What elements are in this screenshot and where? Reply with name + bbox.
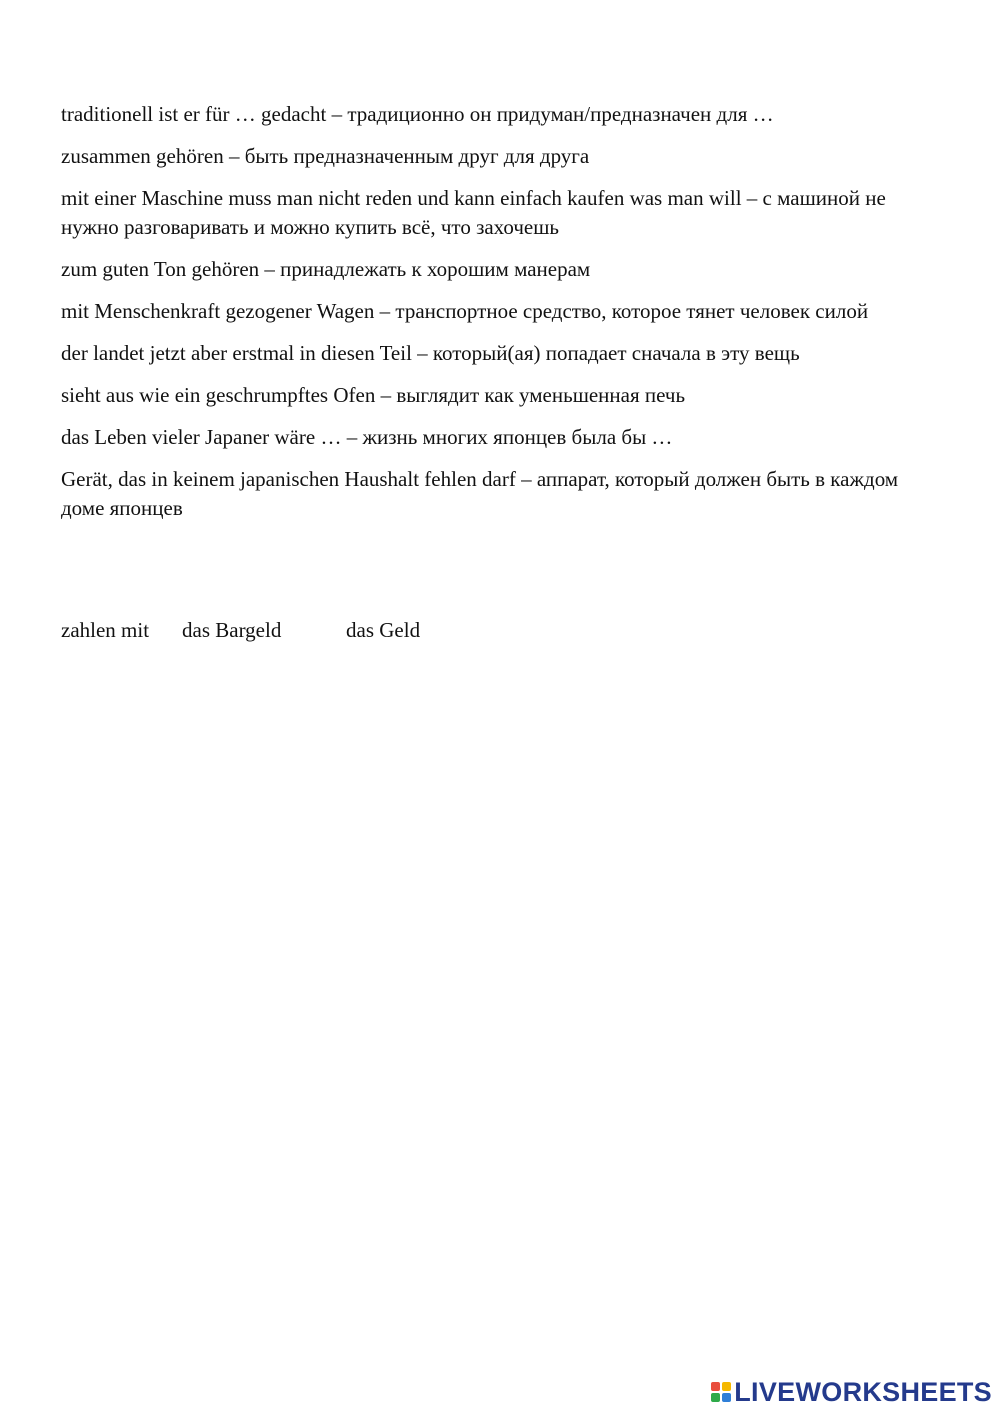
logo-squares-icon (711, 1382, 731, 1402)
worksheet-page (61, 100, 941, 536)
liveworksheets-logo (711, 1377, 992, 1407)
logo-square-green (711, 1393, 720, 1402)
vocab-line-5: mit Menschenkraft gezogener Wagen – транспортное средство, которое тянет человек силой (61, 299, 869, 323)
logo-square-red (711, 1382, 720, 1391)
vocab-line-6: der landet jetzt aber erstmal in diesen Teil – который(ая) попадает сначала в эту вещь (61, 341, 800, 365)
vocab-line-7: sieht aus wie ein geschrumpftes Ofen – выглядит как уменьшенная печь (61, 383, 686, 407)
logo-text: LIVEWORKSHEETS (734, 1376, 992, 1407)
word-option-geld: das Geld (346, 618, 421, 642)
logo-square-blue (722, 1393, 731, 1402)
vocab-line-9: Gerät, das in keinem japanischen Haushalt fehlen darf – аппарат, который должен быть в каждом доме японцев (61, 467, 899, 520)
word-option-bargeld: das Bargeld (182, 618, 282, 642)
vocab-line-3: mit einer Maschine muss man nicht reden und kann einfach kaufen was man will – с машиной не нужно разговаривать и можно купить всё, что захочешь (61, 186, 886, 239)
phrase-zahlen-mit: zahlen mit (61, 618, 150, 642)
word-options-row (61, 616, 561, 645)
vocab-line-4: zum guten Ton gehören – принадлежать к хорошим манерам (61, 257, 591, 281)
logo-square-yellow (722, 1382, 731, 1391)
vocab-line-1: traditionell ist er für … gedacht – традиционно он придуман/предназначен для … (61, 102, 774, 126)
vocab-line-8: das Leben vieler Japaner wäre … – жизнь многих японцев была бы … (61, 425, 673, 449)
vocab-line-2: zusammen gehören – быть предназначенным друг для друга (61, 144, 590, 168)
